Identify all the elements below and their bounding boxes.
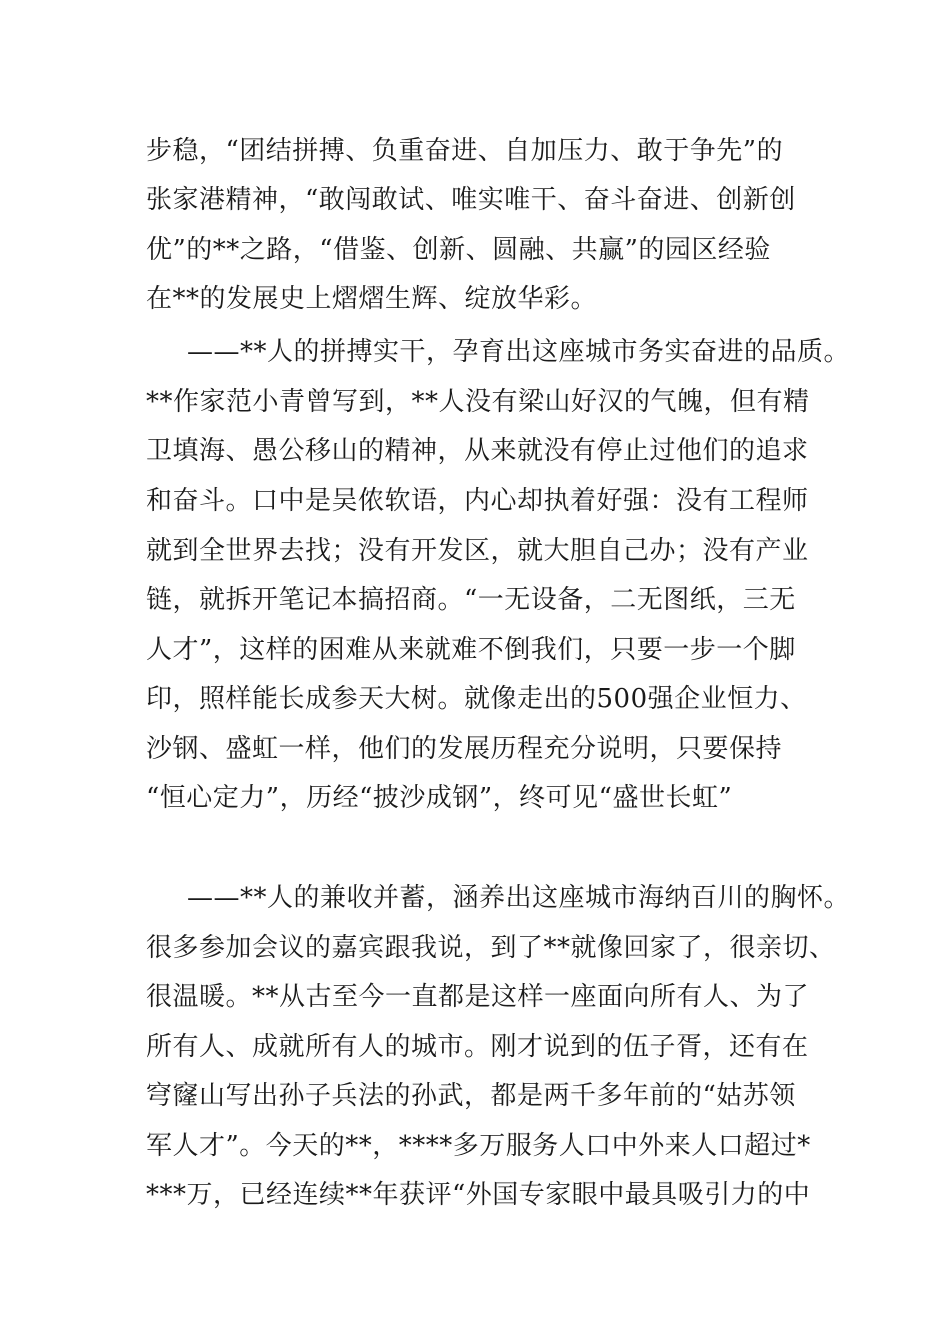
text-line: 人才”，这样的困难从来就难不倒我们，只要一步一个脚 — [146, 635, 796, 665]
text-line: 链，就拆开笔记本搞招商。“一无设备，二无图纸，三无 — [146, 585, 796, 615]
text-line: **作家范小青曾写到，**人没有梁山好汉的气魄，但有精 — [146, 387, 810, 417]
text-line: 很多参加会议的嘉宾跟我说，到了**就像回家了，很亲切、 — [146, 933, 836, 963]
text-line: 所有人、成就所有人的城市。刚才说到的伍子胥，还有在 — [146, 1032, 809, 1062]
text-line: 穹窿山写出孙子兵法的孙武，都是两千多年前的“姑苏领 — [146, 1081, 796, 1111]
text-line: ***万，已经连续**年获评“外国专家眼中最具吸引力的中 — [146, 1180, 811, 1210]
paragraph-heading-line: ——**人的兼收并蓄，涵养出这座城市海纳百川的胸怀。 — [187, 883, 851, 913]
text-line: “恒心定力”，历经“披沙成钢”，终可见“盛世长虹” — [146, 783, 733, 813]
text-line: 步稳，“团结拼搏、负重奋进、自加压力、敢于争先”的 — [146, 136, 784, 166]
text-line: 张家港精神，“敢闯敢试、唯实唯干、奋斗奋进、创新创 — [146, 185, 796, 215]
text-line: 和奋斗。口中是吴侬软语，内心却执着好强：没有工程师 — [146, 486, 809, 516]
text-line: 就到全世界去找；没有开发区，就大胆自己办；没有产业 — [146, 536, 809, 566]
text-line: 印，照样能长成参天大树。就像走出的500强企业恒力、 — [146, 684, 807, 714]
paragraph-heading-line: ——**人的拼搏实干，孕育出这座城市务实奋进的品质。 — [187, 337, 851, 367]
text-line: 在**的发展史上熠熠生辉、绽放华彩。 — [146, 284, 598, 314]
text-line: 很温暖。**从古至今一直都是这样一座面向所有人、为了 — [146, 982, 810, 1012]
text-line: 军人才”。今天的**，****多万服务人口中外来人口超过* — [146, 1131, 811, 1161]
text-line: 优”的**之路，“借鉴、创新、圆融、共赢”的园区经验 — [146, 235, 771, 265]
text-line: 沙钢、盛虹一样，他们的发展历程充分说明，只要保持 — [146, 734, 783, 764]
text-line: 卫填海、愚公移山的精神，从来就没有停止过他们的追求 — [146, 436, 809, 466]
